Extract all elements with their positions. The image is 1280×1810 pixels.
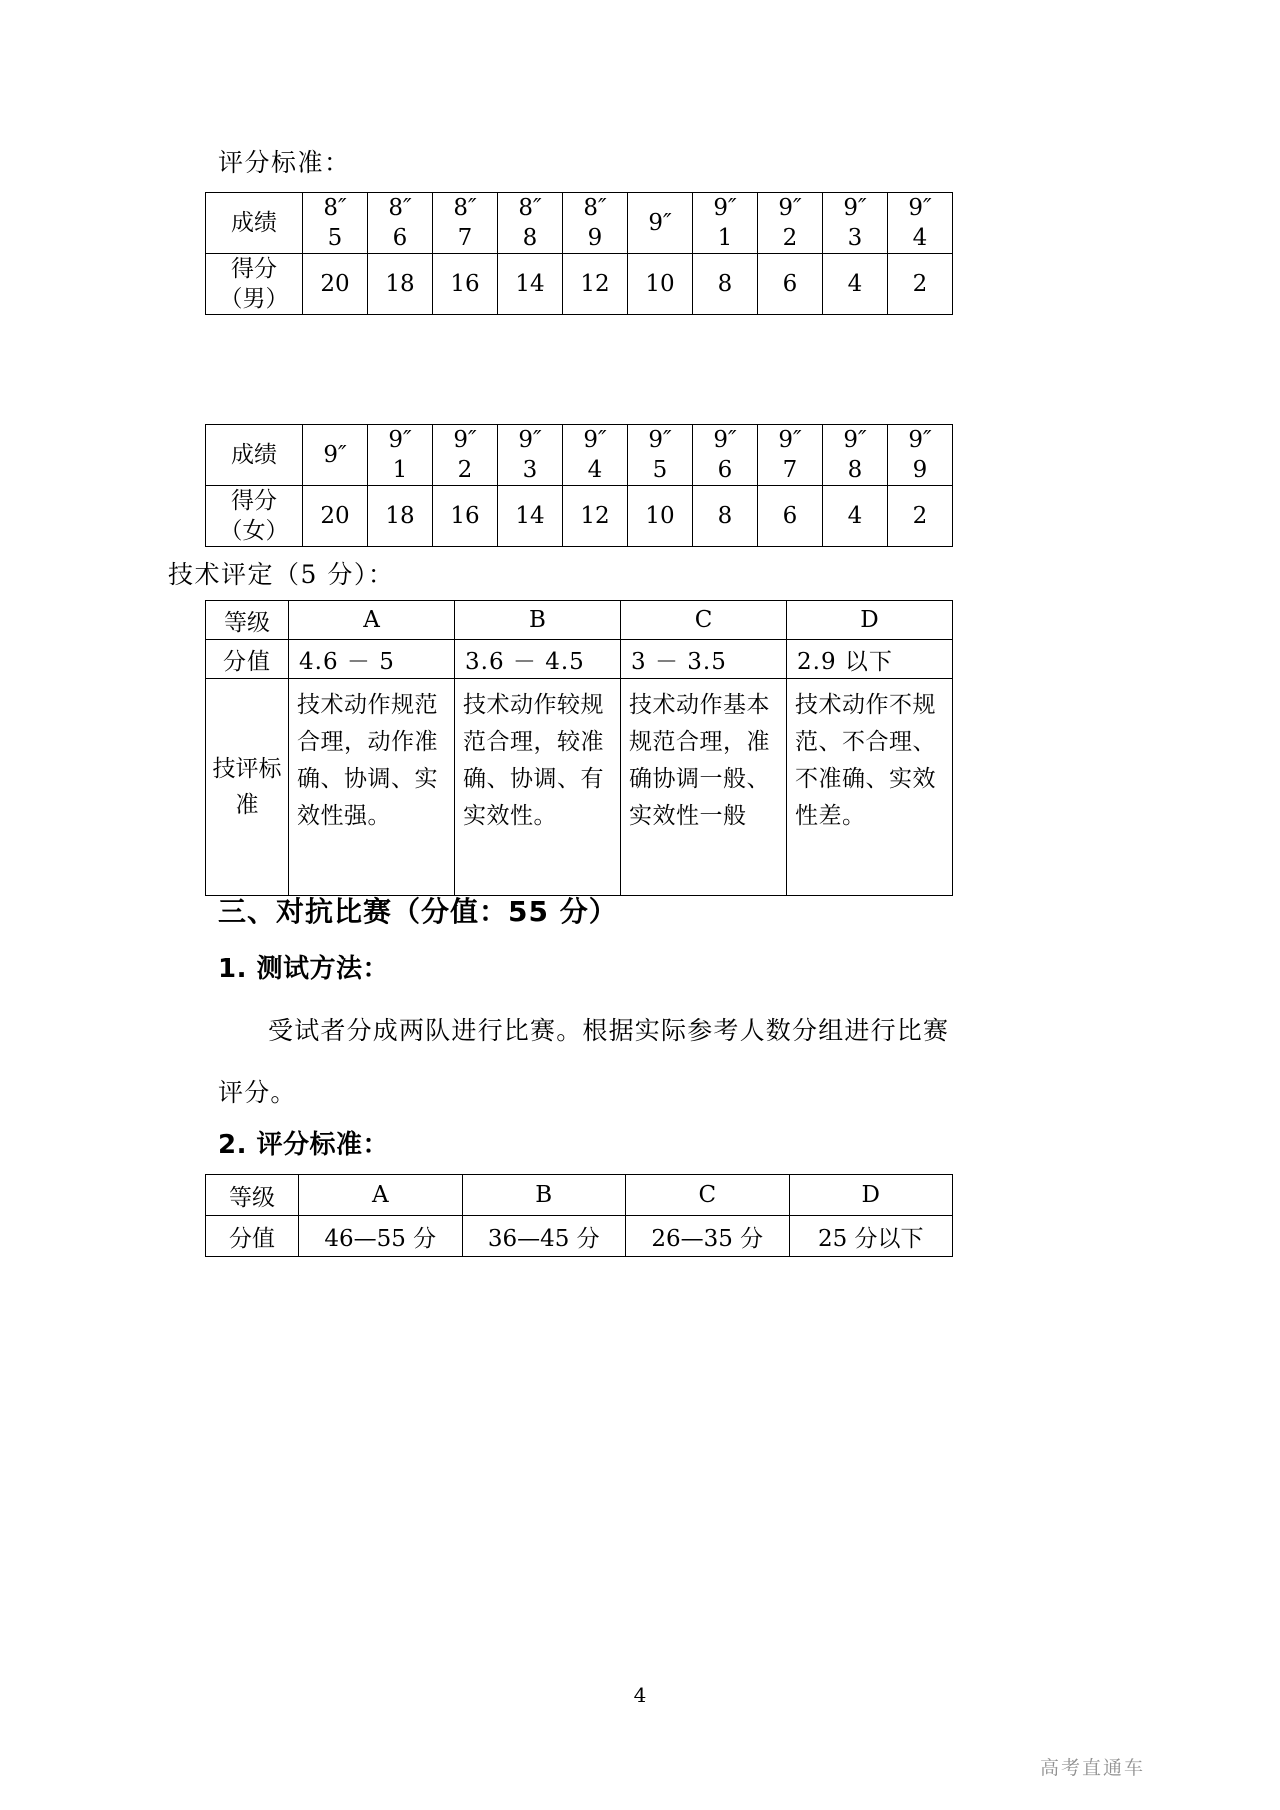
men-result-cell: 9″	[628, 193, 693, 254]
match-grade-cell: A	[299, 1175, 463, 1216]
men-score-cell: 16	[433, 254, 498, 315]
tech-value-cell: 3.6 － 4.5	[455, 640, 621, 679]
technical-evaluation-label: 技术评定（5 分）：	[168, 560, 395, 589]
page-number: 4	[633, 1683, 647, 1707]
women-result-cell: 9″ 6	[693, 425, 758, 486]
test-method-paragraph: 受试者分成两队进行比赛。根据实际参考人数分组进行比赛评分。	[218, 1016, 950, 1107]
technical-evaluation-table	[205, 600, 953, 896]
tech-value-row-label: 分值	[206, 640, 289, 679]
women-result-cell: 9″ 5	[628, 425, 693, 486]
tech-criteria-cell: 技术动作不规范、不合理、不准确、实效性差。	[787, 679, 953, 896]
tech-criteria-cell: 技术动作规范合理，动作准确、协调、实效性强。	[289, 679, 455, 896]
men-score-cell: 14	[498, 254, 563, 315]
tech-value-cell: 3 － 3.5	[621, 640, 787, 679]
table-row	[206, 425, 953, 486]
women-score-cell: 10	[628, 486, 693, 547]
match-value-cell: 36—45 分	[462, 1216, 626, 1257]
women-score-cell: 8	[693, 486, 758, 547]
women-result-row-label: 成绩	[206, 425, 303, 486]
men-score-cell: 20	[303, 254, 368, 315]
men-result-cell: 8″ 8	[498, 193, 563, 254]
table-row	[206, 1175, 953, 1216]
men-scoring-standard-label: 评分标准：	[218, 148, 351, 177]
tech-criteria-cell: 技术动作基本规范合理，准确协调一般、实效性一般	[621, 679, 787, 896]
men-result-cell: 9″ 3	[823, 193, 888, 254]
match-grade-cell: C	[626, 1175, 790, 1216]
women-score-cell: 6	[758, 486, 823, 547]
table-row	[206, 601, 953, 640]
table-row	[206, 679, 953, 896]
men-score-cell: 18	[368, 254, 433, 315]
match-grade-cell: D	[789, 1175, 953, 1216]
scoring-standard-subheading: 2. 评分标准：	[218, 1130, 390, 1160]
men-result-cell: 9″ 2	[758, 193, 823, 254]
men-score-cell: 2	[888, 254, 953, 315]
test-method-subheading: 1. 测试方法：	[218, 954, 390, 984]
women-result-cell: 9″	[303, 425, 368, 486]
tech-criteria-cell: 技术动作较规范合理，较准确、协调、有实效性。	[455, 679, 621, 896]
men-score-cell: 6	[758, 254, 823, 315]
women-score-cell: 2	[888, 486, 953, 547]
men-score-cell: 8	[693, 254, 758, 315]
women-result-cell: 9″ 7	[758, 425, 823, 486]
match-value-cell: 25 分以下	[789, 1216, 953, 1257]
tech-grade-cell: A	[289, 601, 455, 640]
match-grade-row-label: 等级	[206, 1175, 299, 1216]
women-score-cell: 16	[433, 486, 498, 547]
women-scoring-table	[205, 424, 953, 547]
tech-grade-cell: C	[621, 601, 787, 640]
women-result-cell: 9″ 9	[888, 425, 953, 486]
men-result-cell: 9″ 1	[693, 193, 758, 254]
table-row	[206, 1216, 953, 1257]
women-score-cell: 14	[498, 486, 563, 547]
men-score-cell: 4	[823, 254, 888, 315]
table-row	[206, 486, 953, 547]
women-result-cell: 9″ 1	[368, 425, 433, 486]
tech-grade-cell: B	[455, 601, 621, 640]
section-three-heading: 三、对抗比赛（分值：55 分）	[218, 895, 618, 928]
women-result-cell: 9″ 8	[823, 425, 888, 486]
tech-grade-row-label: 等级	[206, 601, 289, 640]
women-score-row-label: 得分 （女）	[206, 486, 303, 547]
women-score-cell: 4	[823, 486, 888, 547]
tech-value-cell: 4.6 － 5	[289, 640, 455, 679]
table-row	[206, 640, 953, 679]
women-score-cell: 20	[303, 486, 368, 547]
tech-grade-cell: D	[787, 601, 953, 640]
match-scoring-table	[205, 1174, 953, 1257]
tech-criteria-row-label: 技评标准	[206, 679, 289, 896]
men-result-cell: 8″ 7	[433, 193, 498, 254]
tech-value-cell: 2.9 以下	[787, 640, 953, 679]
women-score-cell: 18	[368, 486, 433, 547]
match-value-cell: 46—55 分	[299, 1216, 463, 1257]
table-row	[206, 193, 953, 254]
men-result-cell: 8″ 5	[303, 193, 368, 254]
men-result-cell: 8″ 9	[563, 193, 628, 254]
women-result-cell: 9″ 3	[498, 425, 563, 486]
table-row	[206, 254, 953, 315]
women-result-cell: 9″ 2	[433, 425, 498, 486]
match-value-cell: 26—35 分	[626, 1216, 790, 1257]
match-grade-cell: B	[462, 1175, 626, 1216]
women-result-cell: 9″ 4	[563, 425, 628, 486]
men-scoring-table	[205, 192, 953, 315]
watermark: 高考直通车	[1040, 1757, 1146, 1779]
men-score-cell: 12	[563, 254, 628, 315]
men-score-cell: 10	[628, 254, 693, 315]
men-result-cell: 9″ 4	[888, 193, 953, 254]
men-score-row-label: 得分 （男）	[206, 254, 303, 315]
match-value-row-label: 分值	[206, 1216, 299, 1257]
men-result-cell: 8″ 6	[368, 193, 433, 254]
men-result-row-label: 成绩	[206, 193, 303, 254]
women-score-cell: 12	[563, 486, 628, 547]
